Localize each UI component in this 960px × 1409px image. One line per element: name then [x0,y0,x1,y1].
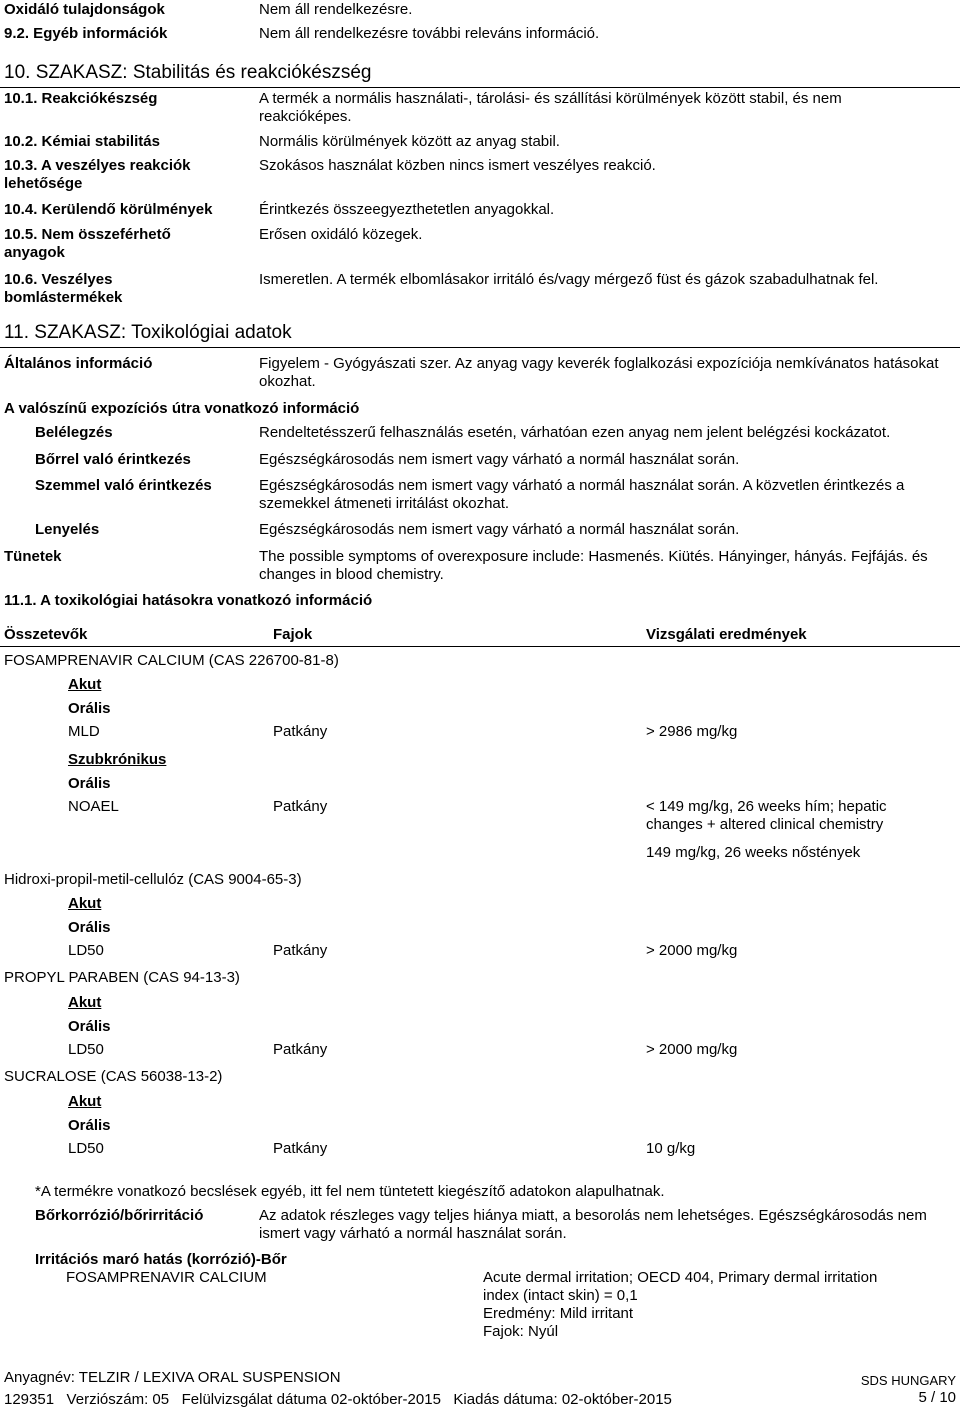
inhalation-value: Rendeltetésszerű felhasználás esetén, várhatóan ezen anyag nem jelent belégzési kockázatot. [259,424,891,441]
acute-label: Akut [68,676,102,693]
table-header-divider [0,646,960,647]
reactivity-value: A termék a normális használati-, tárolási- és szállítási körülmények között stabil, és nem reakcióképes. [259,90,842,125]
test-type: LD50 [68,942,104,959]
eye-contact-label: Szemmel való érintkezés [35,477,212,494]
other-info-value: Nem áll rendelkezésre további releváns információ. [259,25,600,42]
exposure-routes-heading: A valószínű expozíciós útra vonatkozó információ [4,400,360,417]
test-result: > 2000 mg/kg [646,942,738,959]
acute-label: Akut [68,994,102,1011]
oxidizing-properties-label: Oxidáló tulajdonságok [4,1,165,18]
inhalation-label: Belélegzés [35,424,113,441]
chemical-stability-label: 10.2. Kémiai stabilitás [4,133,160,150]
oral-label: Orális [68,700,111,717]
ingestion-value: Egészségkárosodás nem ismert vagy várható a normál használat során. [259,521,740,538]
species: Patkány [273,1140,328,1157]
irritation-result-line: Eredmény: Mild irritant [483,1305,634,1322]
conditions-to-avoid-label: 10.4. Kerülendő körülmények [4,201,213,218]
table-header-component: Összetevők [4,626,88,643]
footer-product-name: Anyagnév: TELZIR / LEXIVA ORAL SUSPENSION [4,1369,341,1386]
other-info-label: 9.2. Egyéb információk [4,25,168,42]
irritation-result-line: Acute dermal irritation; OECD 404, Primary dermal irritation [483,1269,878,1286]
skin-contact-label: Bőrrel való érintkezés [35,451,191,468]
oral-label: Orális [68,1117,111,1134]
test-result: 149 mg/kg, 26 weeks nőstények [646,844,861,861]
incompatible-materials-value: Erősen oxidáló közegek. [259,226,423,243]
test-result: > 2986 mg/kg [646,723,738,740]
species: Patkány [273,942,328,959]
reactivity-label: 10.1. Reakciókészség [4,90,158,107]
general-info-label: Általános információ [4,355,153,372]
general-info-value: Figyelem - Gyógyászati szer. Az anyag vagy keverék foglalkozási expozíciója nemkívánatos hatásokat okozhat. [259,355,939,390]
species: Patkány [273,723,328,740]
skin-corrosion-label: Bőrkorrózió/bőrirritáció [35,1207,204,1224]
oral-label: Orális [68,1018,111,1035]
decomposition-products-value: Ismeretlen. A termék elbomlásakor irritáló és/vagy mérgező füst és gázok szabadulhatnak fel. [259,271,879,288]
irritation-component-name: FOSAMPRENAVIR CALCIUM [66,1269,267,1286]
section-10-heading: 10. SZAKASZ: Stabilitás és reakciókészség [4,62,372,83]
table-header-species: Fajok [273,626,313,643]
ingestion-label: Lenyelés [35,521,100,538]
skin-corrosion-value: Az adatok részleges vagy teljes hiánya miatt, a besorolás nem lehetséges. Egészségkárosodás nem ismert vagy várható a normál használat során. [259,1207,927,1242]
oxidizing-properties-value: Nem áll rendelkezésre. [259,1,413,18]
acute-label: Akut [68,1093,102,1110]
hazardous-reactions-label: 10.3. A veszélyes reakciók lehetősége [4,157,191,192]
irritation-result-line: Fajok: Nyúl [483,1323,559,1340]
footer-document-meta: 129351 Verziószám: 05 Felülvizsgálat dátuma 02-október-2015 Kiadás dátuma: 02-október-2015 [4,1391,672,1408]
oral-label: Orális [68,775,111,792]
footer-page-number: 5 / 10 [918,1389,956,1406]
test-result: 10 g/kg [646,1140,696,1157]
table-header-results: Vizsgálati eredmények [646,626,807,643]
section-divider [0,347,960,348]
toxicological-info-heading: 11.1. A toxikológiai hatásokra vonatkozó információ [4,592,373,609]
test-type: NOAEL [68,798,119,815]
acute-label: Akut [68,895,102,912]
test-type: MLD [68,723,100,740]
skin-irritation-heading: Irritációs maró hatás (korrózió)-Bőr [35,1251,287,1268]
eye-contact-value: Egészségkárosodás nem ismert vagy várható a normál használat során. A közvetlen érintkezés a szemekkel átmeneti irritálást okozhat. [259,477,905,512]
chemical-stability-value: Normális körülmények között az anyag stabil. [259,133,560,150]
test-result: > 2000 mg/kg [646,1041,738,1058]
incompatible-materials-label: 10.5. Nem összeférhető anyagok [4,226,171,261]
section-11-heading: 11. SZAKASZ: Toxikológiai adatok [4,322,292,343]
component-name: SUCRALOSE (CAS 56038-13-2) [4,1068,223,1085]
footnote: *A termékre vonatkozó becslések egyéb, itt fel nem tüntetett kiegészítő adatokon alapulhatnak. [35,1183,665,1200]
irritation-result-line: index (intact skin) = 0,1 [483,1287,638,1304]
species: Patkány [273,798,328,815]
test-type: LD50 [68,1041,104,1058]
subchronic-label: Szubkrónikus [68,751,167,768]
hazardous-reactions-value: Szokásos használat közben nincs ismert veszélyes reakció. [259,157,656,174]
component-name: FOSAMPRENAVIR CALCIUM (CAS 226700-81-8) [4,652,339,669]
test-result: < 149 mg/kg, 26 weeks hím; hepatic changes + altered clinical chemistry [646,798,887,833]
footer-sds-label: SDS HUNGARY [860,1373,956,1388]
symptoms-label: Tünetek [4,548,62,565]
species: Patkány [273,1041,328,1058]
component-name: Hidroxi-propil-metil-cellulóz (CAS 9004-65-3) [4,871,302,888]
conditions-to-avoid-value: Érintkezés összeegyezthetetlen anyagokkal. [259,201,555,218]
decomposition-products-label: 10.6. Veszélyes bomlástermékek [4,271,123,306]
symptoms-value: The possible symptoms of overexposure include: Hasmenés. Kiütés. Hányinger, hányás. Fejfájás. és changes in blood chemistry. [259,548,928,583]
section-divider [0,87,960,88]
oral-label: Orális [68,919,111,936]
component-name: PROPYL PARABEN (CAS 94-13-3) [4,969,240,986]
skin-contact-value: Egészségkárosodás nem ismert vagy várható a normál használat során. [259,451,740,468]
test-type: LD50 [68,1140,104,1157]
